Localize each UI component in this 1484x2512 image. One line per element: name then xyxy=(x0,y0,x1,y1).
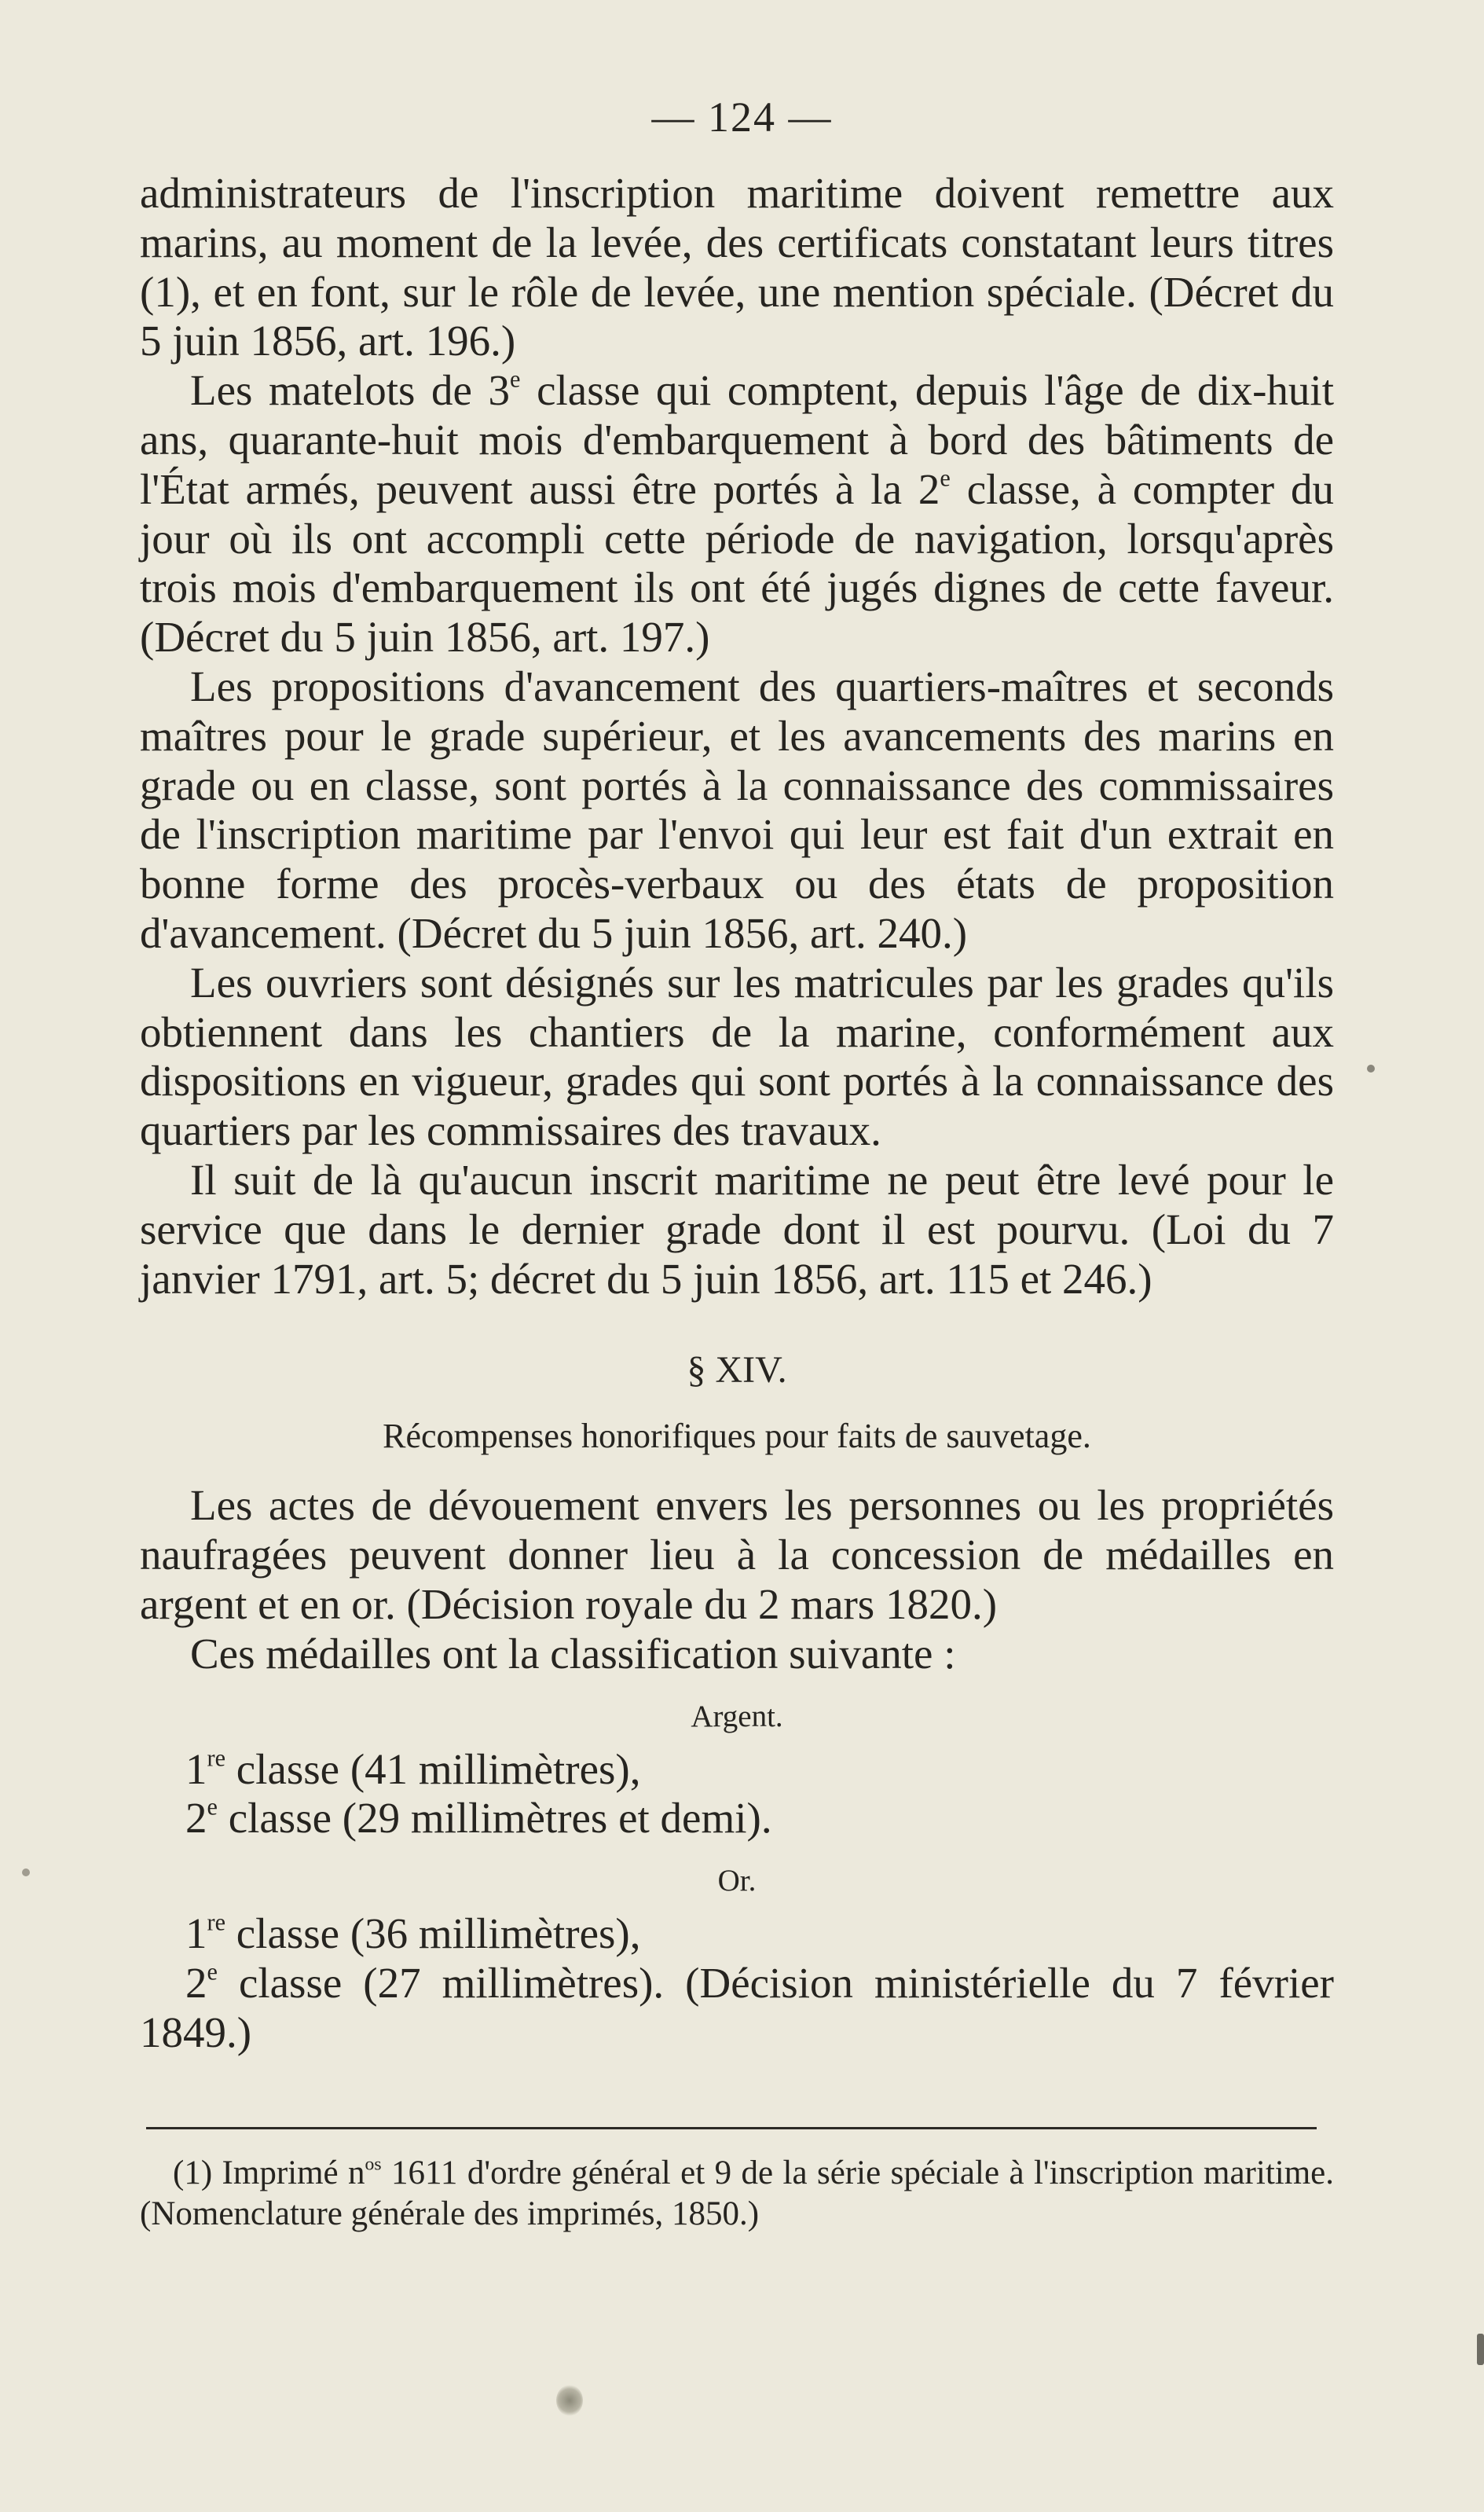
page-number: — 124 — xyxy=(651,94,833,141)
class-description: classe (36 millimètres), xyxy=(225,1909,641,1958)
paragraph-matelots-part1: Les matelots de 3 xyxy=(190,366,511,415)
ordinal-superscript: e xyxy=(207,1958,218,1986)
section-number: § XIV. xyxy=(687,1349,787,1392)
footnote-superscript: os xyxy=(365,2154,382,2175)
footnote-part2: 1611 d'ordre général et 9 de la série spéciale à l'inscription maritime. (Nomenclature générale des imprimés, 1850.) xyxy=(140,2154,1334,2232)
silver-heading: Argent. xyxy=(691,1699,783,1733)
paragraph-propositions: Les propositions d'avancement des quartiers-maîtres et seconds maîtres pour le grade supérieur, et les avancements des marins en grade ou en classe, sont portés à la connaissance des commissaires de l'inscription maritime par l'envoi qui leur est fait d'un extrait en bonne forme des procès-verbaux ou des états de proposition d'avancement. (Décret du 5 juin 1856, art. 240.) xyxy=(140,662,1334,957)
footnote-text xyxy=(140,2153,1334,2235)
class-number: 2 xyxy=(185,1794,207,1843)
class-description: classe (29 millimètres et demi). xyxy=(217,1794,772,1843)
ordinal-superscript: e xyxy=(510,365,521,393)
medal-class-line xyxy=(140,1909,1334,1959)
ink-blot xyxy=(556,2385,583,2416)
medal-class-line xyxy=(140,1794,1334,1843)
class-number: 1 xyxy=(185,1909,207,1958)
footnote-divider xyxy=(146,2127,1317,2129)
class-description: classe (41 millimètres), xyxy=(225,1744,641,1793)
ordinal-superscript: re xyxy=(207,1744,225,1771)
paragraph-matelots-part3: classe, à compter du jour où ils ont accompli cette période de navigation, lorsqu'après trois mois d'embarquement ils ont été jugés dignes de cette faveur. (Décret du 5 juin 1856, art. 197.) xyxy=(140,464,1334,662)
paragraph-matelots-part2: classe qui comptent, depuis l'âge de dix-huit ans, quarante-huit mois d'embarquement à bord des bâtiments de l'État armés, peuvent aussi être portés à la 2 xyxy=(140,366,1334,513)
paper-speck xyxy=(22,1868,30,1876)
medal-class-line xyxy=(140,1745,1334,1795)
footnote xyxy=(140,2153,1334,2235)
ordinal-superscript: e xyxy=(207,1793,218,1821)
paragraph-levee-certificates: administrateurs de l'inscription maritime doivent remettre aux marins, au moment de la levée, des certificats constatant leurs titres (1), et en font, sur le rôle de levée, une mention spéciale. (Décret du 5 juin 1856, art. 196.) xyxy=(140,169,1334,365)
main-text xyxy=(140,169,1334,2058)
class-number: 1 xyxy=(185,1744,207,1793)
gold-heading: Or. xyxy=(717,1864,757,1898)
class-number: 2 xyxy=(185,1958,207,2007)
paragraph-levee-grade: Il suit de là qu'aucun inscrit maritime ne peut être levé pour le service que dans le dernier grade dont il est pourvu. (Loi du 7 janvier 1791, art. 5; décret du 5 juin 1856, art. 115 et 246.) xyxy=(140,1155,1334,1303)
paper-speck xyxy=(1367,1065,1375,1073)
medal-class-line xyxy=(140,1959,1334,2058)
paragraph-matelots xyxy=(140,366,1334,662)
paragraph-devouement: Les actes de dévouement envers les personnes ou les propriétés naufragées peuvent donner lieu à la concession de médailles en argent et en or. (Décision royale du 2 mars 1820.) xyxy=(140,1481,1334,1628)
paper-speck xyxy=(1477,2334,1484,2365)
class-description: classe (27 millimètres). (Décision ministérielle du 7 février 1849.) xyxy=(140,1958,1334,2056)
paragraph-ouvriers: Les ouvriers sont désignés sur les matricules par les grades qu'ils obtiennent dans les chantiers de la marine, conformément aux dispositions en vigueur, grades qui sont portés à la connaissance des quartiers par les commissaires des travaux. xyxy=(140,958,1334,1155)
ordinal-superscript: e xyxy=(940,464,951,492)
footnote-part1: (1) Imprimé n xyxy=(173,2154,365,2191)
ordinal-superscript: re xyxy=(207,1909,225,1936)
section-title: Récompenses honorifiques pour faits de sauvetage. xyxy=(383,1417,1091,1456)
paragraph-classification: Ces médailles ont la classification suivante : xyxy=(190,1629,956,1678)
